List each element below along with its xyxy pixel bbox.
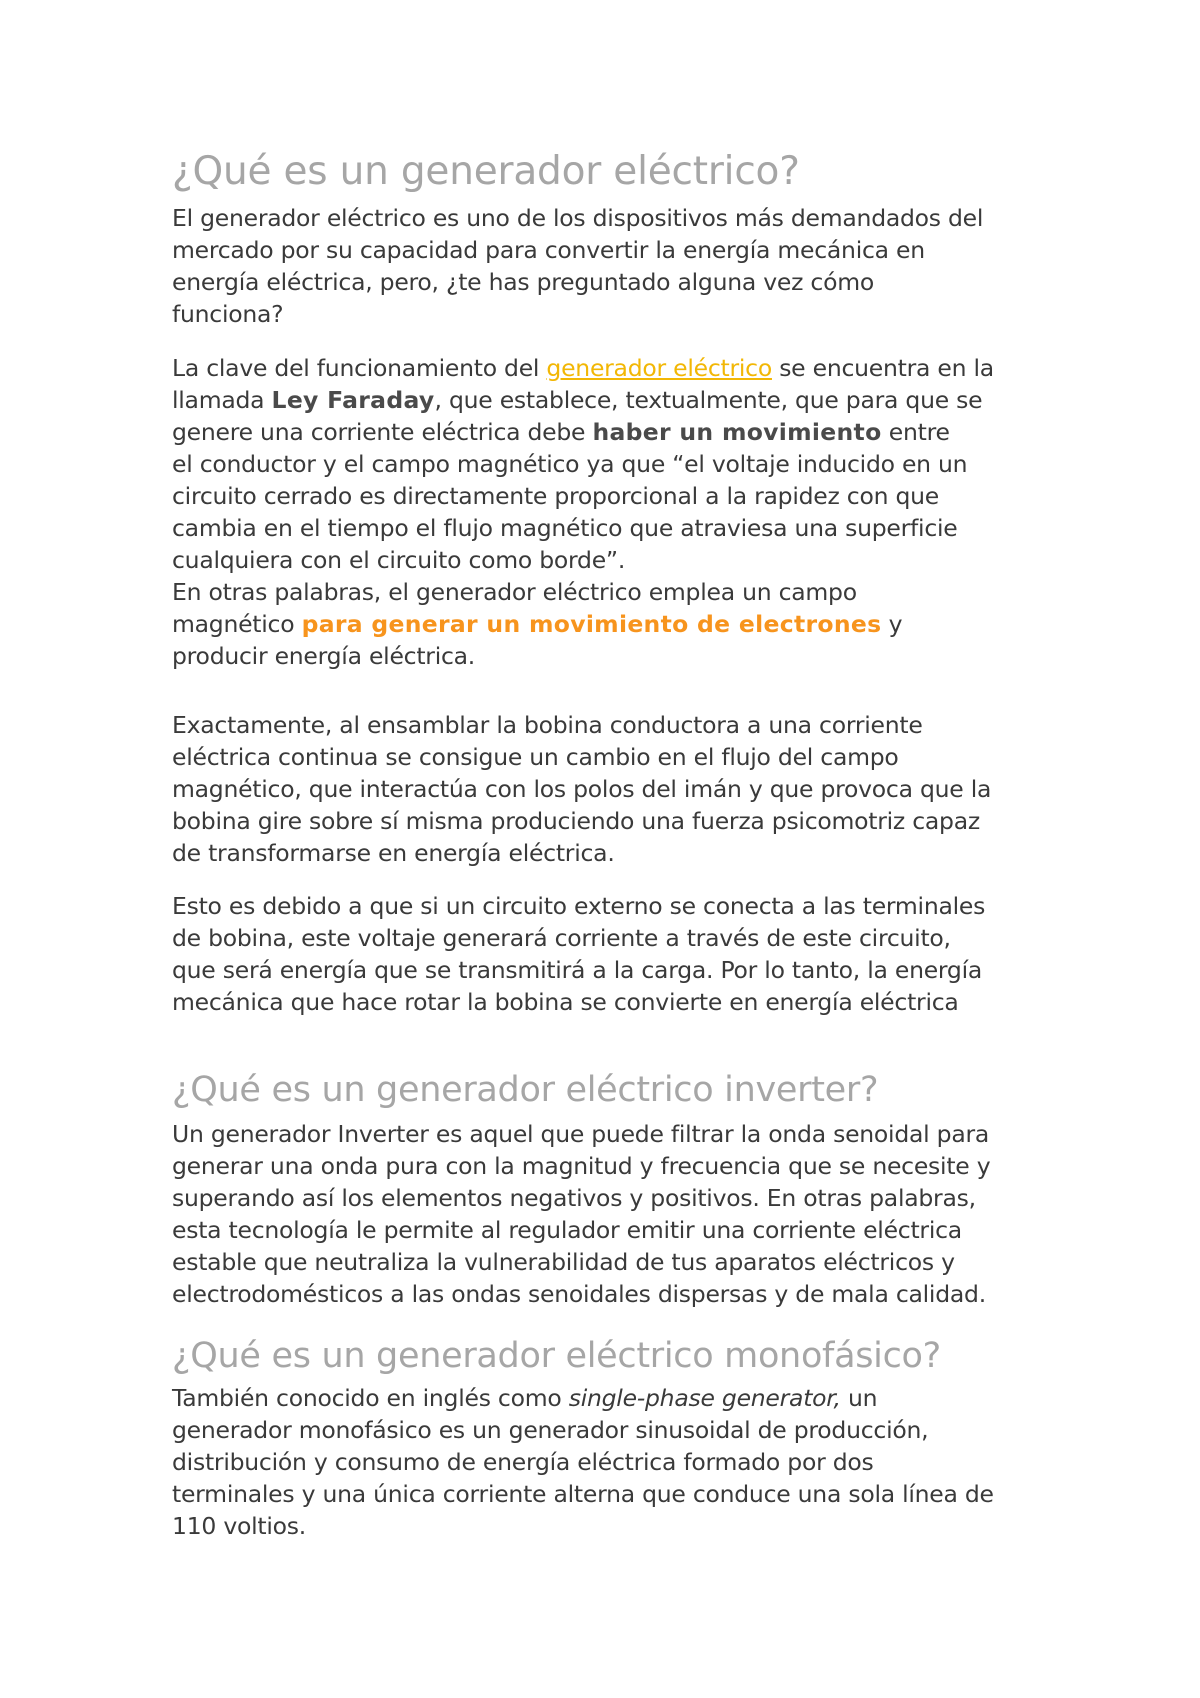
text-segment: se encuentra en la	[771, 354, 994, 382]
text-line: el conductor y el campo magnético ya que “el voltaje inducido en un	[172, 450, 968, 478]
text-line: El generador eléctrico es uno de los dispositivos más demandados del	[172, 204, 984, 232]
paragraph-inverter	[172, 1118, 990, 1310]
text-line: En otras palabras, el generador eléctrico emplea un campo	[172, 578, 857, 606]
text-segment: , que establece, textualmente, que para que se	[434, 386, 983, 414]
paragraph-circuito-externo	[172, 890, 985, 1018]
paragraph-ley-faraday	[172, 352, 994, 672]
text-line: funciona?	[172, 300, 284, 328]
generador-electrico-link[interactable]: generador eléctrico	[546, 354, 772, 382]
text-line: mecánica que hace rotar la bobina se convierte en energía eléctrica	[172, 988, 959, 1016]
text-line: de bobina, este voltaje generará corriente a través de este circuito,	[172, 924, 951, 952]
paragraph-bobina	[172, 709, 991, 869]
heading-que-es-generador: ¿Qué es un generador eléctrico?	[172, 149, 800, 194]
text-line: circuito cerrado es directamente proporcional a la rapidez con que	[172, 482, 939, 510]
movimiento-electrones-highlight: para generar un movimiento de electrones	[301, 610, 882, 638]
paragraph-monofasico	[172, 1382, 994, 1542]
text-line: Exactamente, al ensamblar la bobina conductora a una corriente	[172, 711, 923, 739]
text-line: 110 voltios.	[172, 1512, 306, 1540]
text-line: Un generador Inverter es aquel que puede filtrar la onda senoidal para	[172, 1120, 990, 1148]
text-segment: magnético	[172, 610, 302, 638]
haber-movimiento-emphasis: haber un movimiento	[592, 418, 882, 446]
text-line: producir energía eléctrica.	[172, 642, 476, 670]
text-line: cambia en el tiempo el flujo magnético que atraviesa una superficie	[172, 514, 958, 542]
text-line: superando así los elementos negativos y positivos. En otras palabras,	[172, 1184, 976, 1212]
text-line: generar una onda pura con la magnitud y frecuencia que se necesite y	[172, 1152, 991, 1180]
paragraph-intro	[172, 202, 983, 330]
text-line: magnético, que interactúa con los polos del imán y que provoca que la	[172, 775, 992, 803]
text-line: electrodomésticos a las ondas senoidales dispersas y de mala calidad.	[172, 1280, 986, 1308]
text-line: energía eléctrica, pero, ¿te has preguntado alguna vez cómo	[172, 268, 874, 296]
text-segment: También conocido en inglés como	[172, 1384, 569, 1412]
text-segment: llamada	[172, 386, 272, 414]
text-line: bobina gire sobre sí misma produciendo una fuerza psicomotriz capaz	[172, 807, 980, 835]
text-line: esta tecnología le permite al regulador emitir una corriente eléctrica	[172, 1216, 962, 1244]
ley-faraday-emphasis: Ley Faraday	[271, 386, 435, 414]
text-line: cualquiera con el circuito como borde”.	[172, 546, 626, 574]
text-segment: La clave del funcionamiento del	[172, 354, 547, 382]
text-segment: un	[840, 1384, 878, 1412]
text-line: mercado por su capacidad para convertir la energía mecánica en	[172, 236, 925, 264]
text-line: estable que neutraliza la vulnerabilidad de tus aparatos eléctricos y	[172, 1248, 955, 1276]
text-line: de transformarse en energía eléctrica.	[172, 839, 615, 867]
text-line: terminales y una única corriente alterna que conduce una sola línea de	[172, 1480, 994, 1508]
heading-generador-inverter: ¿Qué es un generador eléctrico inverter?	[172, 1070, 879, 1110]
text-segment: entre	[881, 418, 950, 446]
text-line: eléctrica continua se consigue un cambio en el flujo del campo	[172, 743, 899, 771]
single-phase-term: single-phase generator,	[568, 1384, 841, 1412]
text-segment: y	[881, 610, 903, 638]
text-line: que será energía que se transmitirá a la carga. Por lo tanto, la energía	[172, 956, 983, 984]
text-line: distribución y consumo de energía eléctrica formado por dos	[172, 1448, 874, 1476]
text-line: generador monofásico es un generador sinusoidal de producción,	[172, 1416, 929, 1444]
heading-generador-monofasico: ¿Qué es un generador eléctrico monofásico?	[172, 1336, 941, 1376]
text-line: Esto es debido a que si un circuito externo se conecta a las terminales	[172, 892, 986, 920]
text-segment: genere una corriente eléctrica debe	[172, 418, 593, 446]
